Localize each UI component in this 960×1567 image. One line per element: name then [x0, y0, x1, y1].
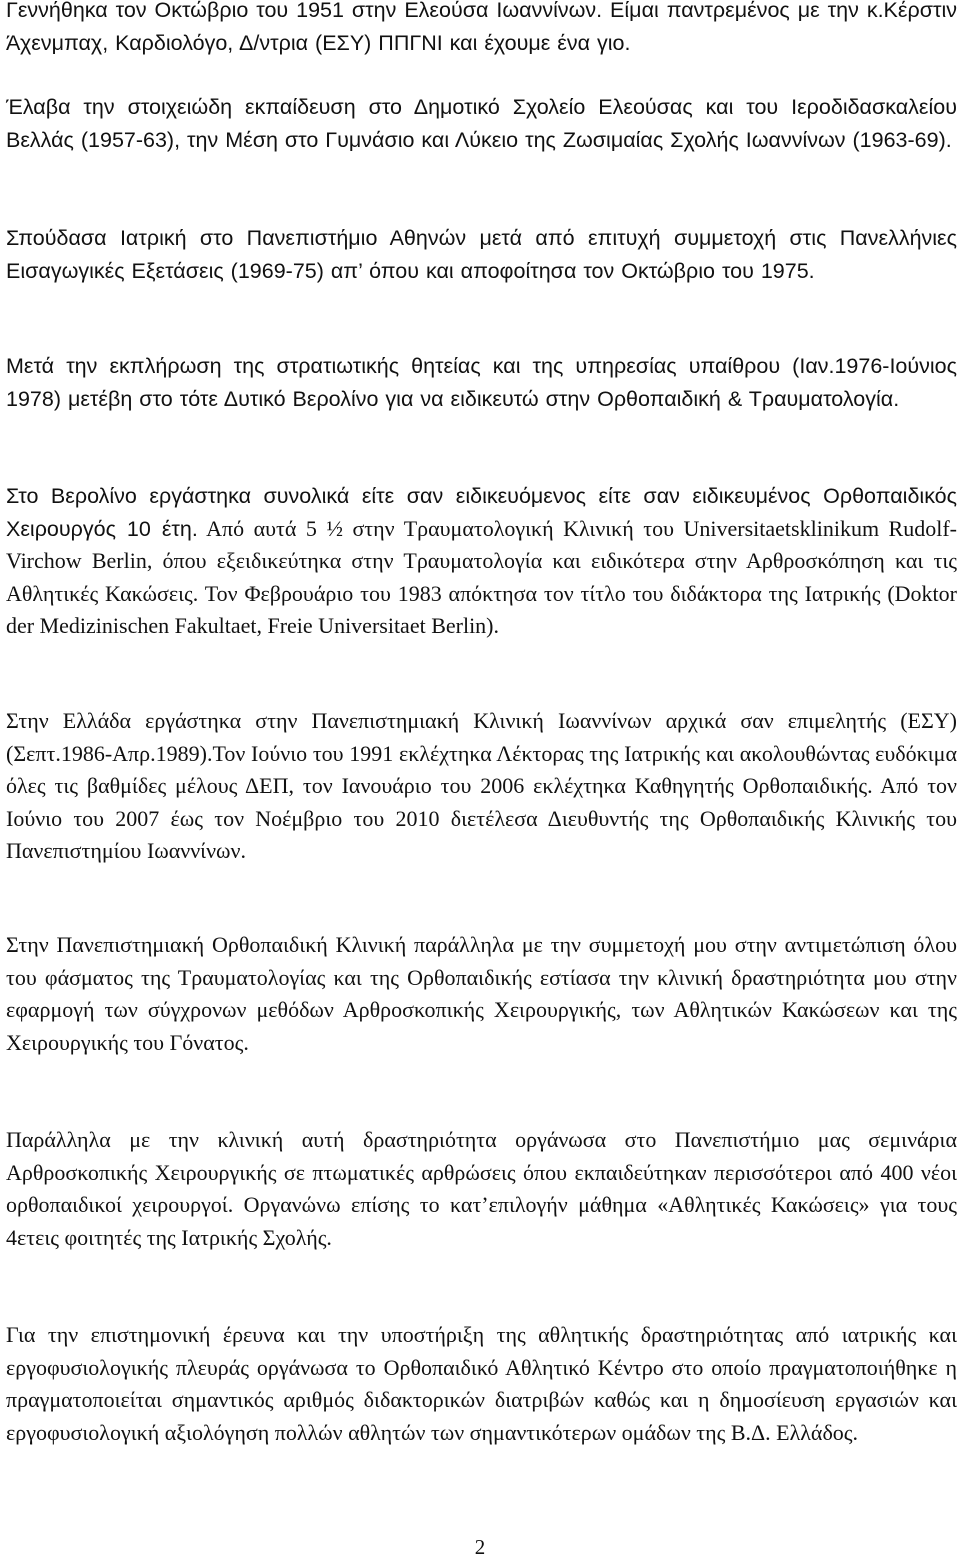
- paragraph-school-education: Έλαβα την στοιχειώδη εκπαίδευση στο Δημοτικό Σχολείο Ελεούσας και του Ιεροδιδασκαλείου Βελλάς (1957-63), την Μέση στο Γυμνάσιο και Λύκειο της Ζωσιμαίας Σχολής Ιωαννίνων (1963-69).: [6, 95, 957, 152]
- paragraph-berlin-work-part1: Στο Βερολίνο εργάστηκα συνολικά είτε σαν ειδικευόμενος είτε σαν ειδικευμένος Ορθοπαιδικός Χειρουργός 10 έτη.: [6, 484, 957, 541]
- page-number: 2: [474, 1535, 486, 1559]
- paragraph-personal: Γεννήθηκα τον Οκτώβριο του 1951 στην Ελεούσα Ιωαννίνων. Είμαι παντρεμένος με την κ.Κέρστιν Άχενμπαχ, Καρδιολόγο, Δ/ντρια (ΕΣΥ) ΠΠΓΝΙ και έχουμε ένα γιο.: [6, 0, 957, 55]
- paragraph-berlin-work: [6, 480, 957, 643]
- paragraph-berlin-work-part2: Από αυτά 5 ½ στην Τραυματολογική Κλινική του Universitaetsklinikum Rudolf-Virchow Berlin, όπου εξειδικεύτηκα στην Τραυματολογία και ειδικότερα στην Αρθροσκόπηση και τις Αθλητικές Κακώσεις. Τον Φεβρουάριο του 1983 απόκτησα τον τίτλο του διδάκτορα της Ιατρικής (Doktor der Medizinischen Fakultaet, Freie Universitaet Berlin).: [6, 515, 957, 638]
- paragraph-seminars: Παράλληλα με την κλινική αυτή δραστηριότητα οργάνωσα στο Πανεπιστήμιο μας σεμινάρια Αρθροσκοπικής Χειρουργικής σε πτωματικές αρθρώσεις όπου εκπαιδεύτηκαν περισσότεροι από 400 νέοι ορθοπαιδικοί χειρουργοί. Οργανώνω επίσης το κατ’επιλογήν μάθημα «Αθλητικές Κακώσεις» για τους 4ετεις φοιτητές της Ιατρικής Σχολής.: [6, 1127, 957, 1250]
- paragraph-research-center: Για την επιστημονική έρευνα και την υποστήριξη της αθλητικής δραστηριότητας από ιατρικής και εργοφυσιολογικής πλευράς οργάνωσα το Ορθοπαιδικό Αθλητικό Κέντρο στο οποίο πραγματοποιήθηκε η πραγματοποιείται σημαντικός αριθμός διδακτορικών διατριβών καθώς και η δημοσίευση εργασιών και εργοφυσιολογική αξιολόγηση πολλών αθλητών των σημαντικότερων ομάδων της Β.Δ. Ελλάδος.: [6, 1322, 957, 1445]
- paragraph-military-berlin: Μετά την εκπλήρωση της στρατιωτικής θητείας και της υπηρεσίας υπαίθρου (Ιαν.1976-Ιούνιος 1978) μετέβη στο τότε Δυτικό Βερολίνο για να ειδικευτώ στην Ορθοπαιδική & Τραυματολογία.: [6, 354, 957, 411]
- paragraph-medical-studies: Σπούδασα Ιατρική στο Πανεπιστήμιο Αθηνών μετά από επιτυχή συμμετοχή στις Πανελλήνιες Εισαγωγικές Εξετάσεις (1969-75) απ’ όπου και αποφοίτησα τον Οκτώβριο του 1975.: [6, 226, 957, 283]
- paragraph-greece-career: Στην Ελλάδα εργάστηκα στην Πανεπιστημιακή Κλινική Ιωαννίνων αρχικά σαν επιμελητής (ΕΣΥ)(Σεπτ.1986-Απρ.1989).Τον Ιούνιο του 1991 εκλέχτηκα Λέκτορας της Ιατρικής και ακολουθώντας ευδόκιμα όλες τις βαθμίδες μέλους ΔΕΠ, τον Ιανουάριο του 2006 εκλέχτηκα Καθηγητής Ορθοπαιδικής. Από τον Ιούνιο του 2007 έως τον Νοέμβριο του 2010 διετέλεσα Διευθυντής της Ορθοπαιδικής Κλινικής του Πανεπιστημίου Ιωαννίνων.: [6, 708, 957, 863]
- paragraph-clinical-focus: Στην Πανεπιστημιακή Ορθοπαιδική Κλινική παράλληλα με την συμμετοχή μου στην αντιμετώπιση όλου του φάσματος της Τραυματολογίας και της Ορθοπαιδικής εστίασα την κλινική δραστηριότητα μου στην εφαρμογή των σύγχρονων μεθόδων Αρθροσκοπικής Χειρουργικής, των Αθλητικών Κακώσεων και της Χειρουργικής του Γόνατος.: [6, 932, 957, 1055]
